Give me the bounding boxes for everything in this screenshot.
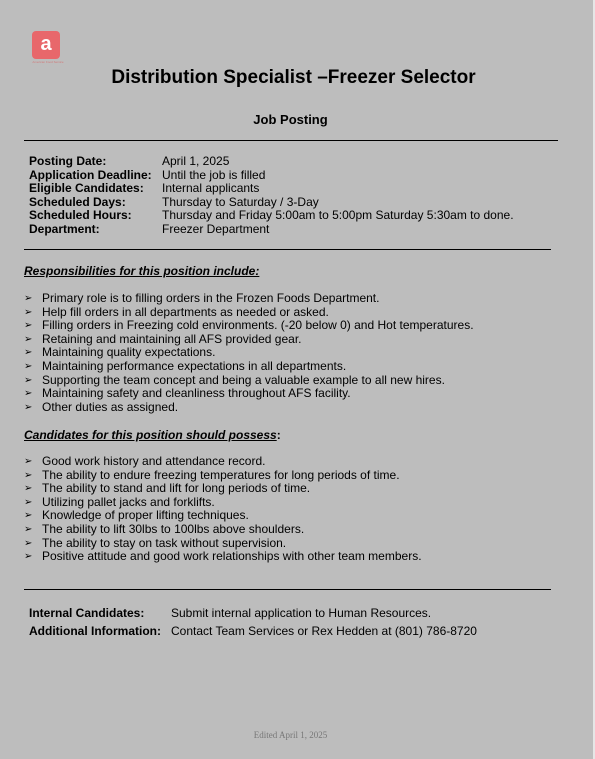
arrow-bullet-icon: ➢ — [24, 469, 33, 481]
responsibilities-list — [24, 292, 474, 414]
info-row — [29, 604, 477, 622]
list-item — [24, 360, 474, 374]
list-item — [24, 319, 474, 333]
candidates-heading — [24, 428, 281, 442]
detail-value: Freezer Department — [162, 221, 270, 236]
arrow-bullet-icon: ➢ — [24, 483, 33, 495]
list-item-text: Filling orders in Freezing cold environments. (-20 below 0) and Hot temperatures. — [42, 318, 474, 333]
list-item-text: Good work history and attendance record. — [42, 454, 266, 468]
info-label: Additional Information: — [29, 624, 161, 638]
arrow-bullet-icon: ➢ — [24, 537, 33, 549]
divider-details — [24, 249, 551, 250]
list-item — [24, 455, 422, 469]
detail-value: Thursday and Friday 5:00am to 5:00pm Saturday 5:30am to done. — [162, 208, 514, 223]
candidates-heading-text: Candidates for this position should possess — [24, 428, 277, 442]
list-item — [24, 292, 474, 306]
list-item — [24, 496, 422, 510]
list-item — [24, 523, 422, 537]
additional-info — [29, 604, 477, 640]
list-item — [24, 482, 422, 496]
detail-row — [29, 155, 514, 169]
page-subtitle: Job Posting — [253, 112, 328, 127]
info-value: Submit internal application to Human Resources. — [171, 606, 432, 620]
arrow-bullet-icon: ➢ — [24, 293, 33, 304]
divider-top — [24, 140, 558, 141]
list-item-text: The ability to lift 30lbs to 100lbs above shoulders. — [42, 521, 305, 536]
detail-row — [29, 182, 514, 196]
detail-value: Internal applicants — [162, 181, 260, 196]
arrow-bullet-icon: ➢ — [24, 496, 33, 508]
list-item — [24, 387, 474, 401]
list-item — [24, 469, 422, 483]
company-logo — [32, 31, 60, 59]
logo-letter: a — [40, 33, 52, 55]
list-item-text: Utilizing pallet jacks and forklifts. — [42, 494, 215, 509]
detail-value: Thursday to Saturday / 3-Day — [162, 194, 319, 209]
arrow-bullet-icon: ➢ — [24, 347, 33, 359]
detail-row — [29, 169, 514, 183]
list-item-text: The ability to endure freezing temperatures for long periods of time. — [42, 467, 400, 482]
responsibilities-heading-text: Responsibilities for this position include: — [24, 264, 260, 278]
arrow-bullet-icon: ➢ — [24, 388, 33, 400]
list-item — [24, 509, 422, 523]
list-item — [24, 306, 474, 320]
list-item — [24, 401, 474, 415]
detail-label: Department: — [29, 221, 100, 236]
list-item-text: Knowledge of proper lifting techniques. — [42, 508, 249, 523]
detail-label: Eligible Candidates: — [29, 181, 144, 196]
arrow-bullet-icon: ➢ — [24, 360, 33, 372]
info-row — [29, 622, 477, 640]
detail-value: April 1, 2025 — [162, 154, 230, 168]
arrow-bullet-icon: ➢ — [24, 401, 33, 413]
arrow-bullet-icon: ➢ — [24, 523, 33, 535]
list-item-text: Retaining and maintaining all AFS provided gear. — [42, 331, 302, 346]
list-item — [24, 346, 474, 360]
arrow-bullet-icon: ➢ — [24, 551, 33, 563]
detail-label: Scheduled Days: — [29, 194, 126, 209]
detail-row — [29, 196, 514, 210]
detail-label: Posting Date: — [29, 154, 107, 168]
candidates-heading-colon: : — [276, 428, 281, 442]
list-item — [24, 550, 422, 564]
list-item-text: Help fill orders in all departments as needed or asked. — [42, 304, 329, 319]
detail-label: Scheduled Hours: — [29, 208, 132, 223]
edited-date: Edited April 1, 2025 — [253, 730, 328, 740]
detail-value: Until the job is filled — [162, 167, 266, 182]
posting-details — [29, 155, 514, 237]
list-item — [24, 333, 474, 347]
list-item-text: Maintaining safety and cleanliness throughout AFS facility. — [42, 386, 351, 401]
list-item-text: The ability to stay on task without supervision. — [42, 535, 287, 550]
list-item-text: Supporting the team concept and being a valuable example to all new hires. — [42, 372, 445, 387]
list-item-text: Positive attitude and good work relationships with other team members. — [42, 549, 422, 564]
divider-bottom — [24, 589, 551, 590]
responsibilities-heading — [24, 264, 259, 278]
page-title: Distribution Specialist –Freezer Selector — [111, 67, 476, 88]
info-value: Contact Team Services or Rex Hedden at (801) 786-8720 — [171, 624, 477, 638]
list-item-text: Primary role is to filling orders in the Frozen Foods Department. — [42, 291, 380, 305]
list-item-text: The ability to stand and lift for long periods of time. — [42, 481, 311, 496]
arrow-bullet-icon: ➢ — [24, 456, 33, 467]
list-item-text: Other duties as assigned. — [42, 399, 179, 414]
arrow-bullet-icon: ➢ — [24, 320, 33, 332]
arrow-bullet-icon: ➢ — [24, 510, 33, 522]
list-item-text: Maintaining quality expectations. — [42, 345, 216, 360]
info-label: Internal Candidates: — [29, 606, 145, 620]
detail-row — [29, 209, 514, 223]
detail-label: Application Deadline: — [29, 167, 152, 182]
logo-subtext: American Food Service — [32, 61, 64, 64]
arrow-bullet-icon: ➢ — [24, 333, 33, 345]
arrow-bullet-icon: ➢ — [24, 374, 33, 386]
list-item — [24, 537, 422, 551]
arrow-bullet-icon: ➢ — [24, 306, 33, 318]
list-item — [24, 374, 474, 388]
candidates-list — [24, 455, 422, 564]
list-item-text: Maintaining performance expectations in all departments. — [42, 358, 347, 373]
detail-row — [29, 223, 514, 237]
